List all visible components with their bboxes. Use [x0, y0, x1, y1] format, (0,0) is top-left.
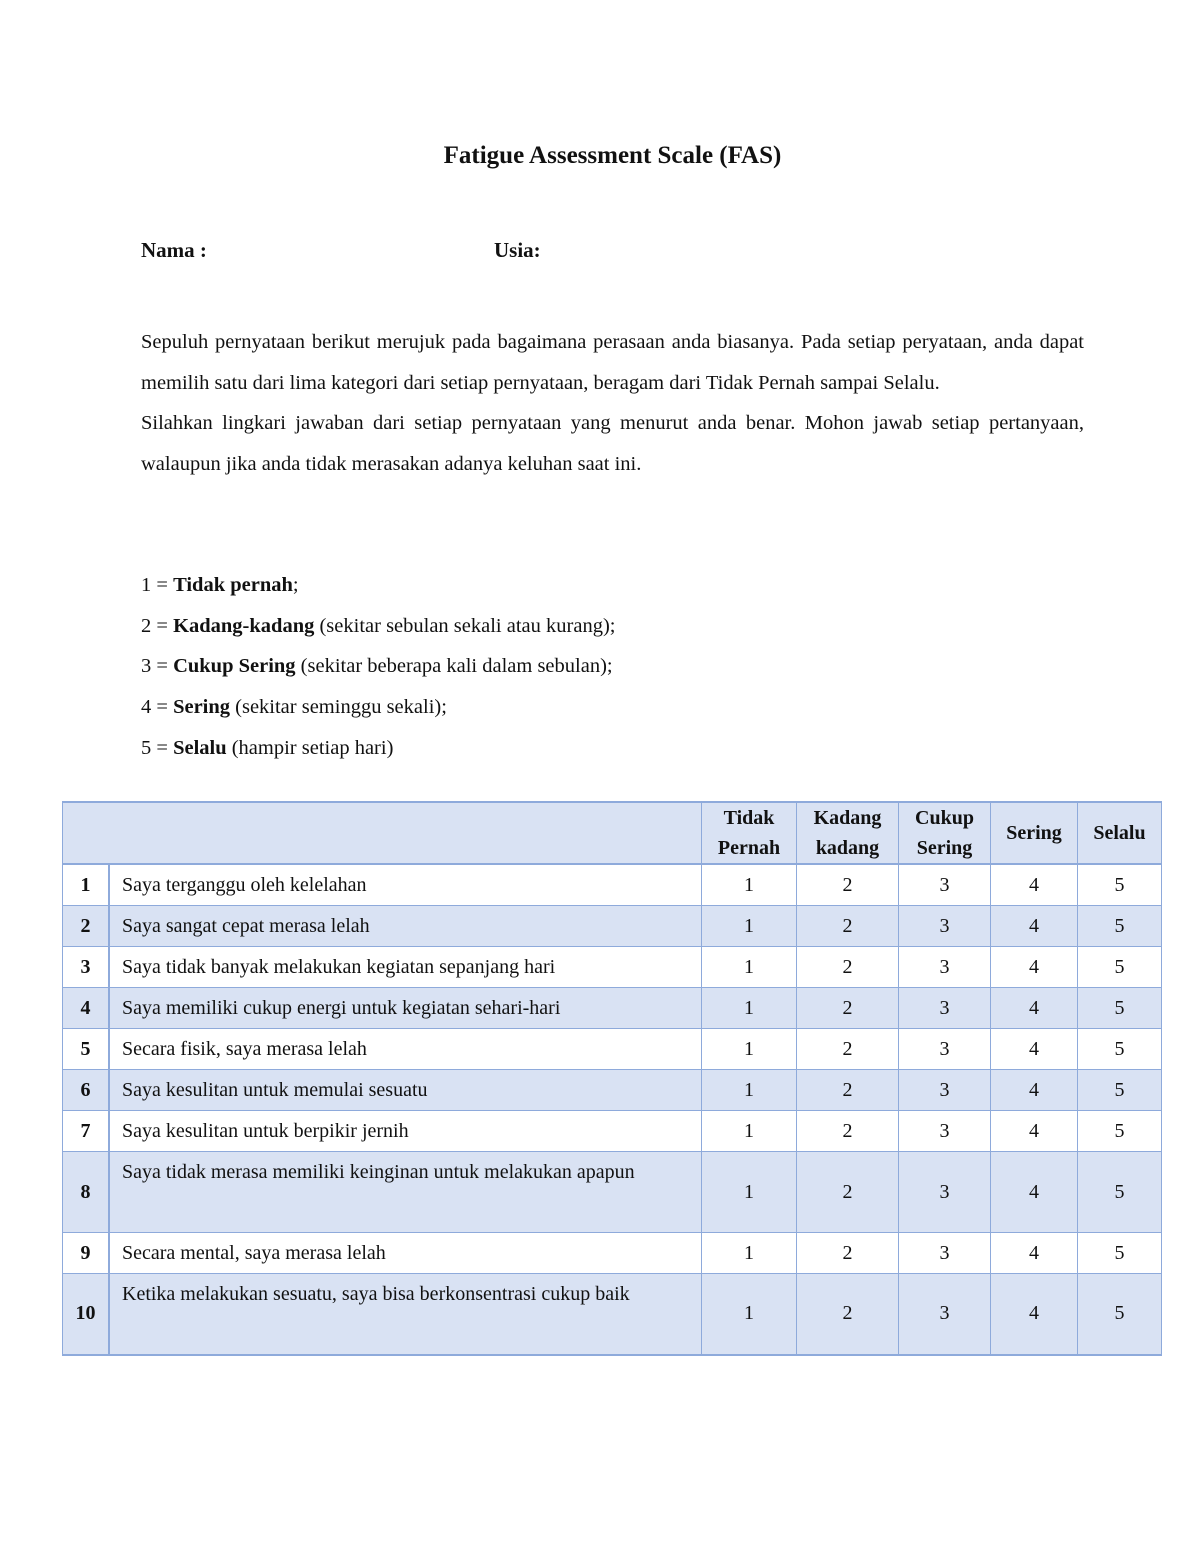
scale-term: Selalu [173, 736, 227, 759]
response-option[interactable]: 5 [1078, 1111, 1162, 1152]
fas-questionnaire-table [62, 801, 1162, 1356]
scale-description: ; [292, 574, 299, 596]
column-header-label: Kadang kadang [813, 807, 882, 859]
response-option[interactable]: 3 [899, 1029, 991, 1070]
response-option[interactable]: 3 [899, 988, 991, 1029]
item-number: 7 [63, 1111, 110, 1152]
response-option[interactable]: 3 [899, 1233, 991, 1274]
column-header [702, 802, 797, 864]
item-number: 5 [63, 1029, 110, 1070]
table-row [63, 947, 1162, 988]
column-header [899, 802, 991, 864]
response-option[interactable]: 4 [991, 906, 1078, 947]
instructions-paragraph-1: Sepuluh pernyataan berikut merujuk pada bagaimana perasaan anda biasanya. Pada setiap peryataan, anda dapat memilih satu dari lima kategori dari setiap pernyataan, beragam dari Tidak Pernah sampai Selalu. [141, 331, 1084, 394]
item-statement: Saya kesulitan untuk berpikir jernih [109, 1111, 702, 1152]
column-header [797, 802, 899, 864]
scale-term: Tidak pernah [173, 574, 293, 596]
table-row [63, 1070, 1162, 1111]
response-option[interactable]: 5 [1078, 1274, 1162, 1355]
response-option[interactable]: 2 [797, 906, 899, 947]
scale-value: 5 = [141, 736, 174, 759]
column-header-label: Cukup Sering [915, 807, 974, 859]
response-option[interactable]: 3 [899, 864, 991, 906]
scale-term: Kadang-kadang [173, 614, 315, 637]
response-option[interactable]: 3 [899, 1111, 991, 1152]
response-option[interactable]: 2 [797, 1111, 899, 1152]
response-option[interactable]: 3 [899, 1070, 991, 1111]
column-header: Selalu [1078, 802, 1162, 864]
item-statement: Saya memiliki cukup energi untuk kegiatan sehari-hari [109, 988, 702, 1029]
response-option[interactable]: 2 [797, 864, 899, 906]
item-number: 4 [63, 988, 110, 1029]
scale-value: 1 = [141, 574, 174, 596]
response-option[interactable]: 1 [702, 864, 797, 906]
scale-item [141, 646, 615, 687]
scale-item [141, 606, 615, 647]
table-row [63, 1152, 1162, 1233]
response-option[interactable]: 4 [991, 1029, 1078, 1070]
response-option[interactable]: 1 [702, 1070, 797, 1111]
scale-description: (sekitar sebulan sekali atau kurang); [314, 614, 616, 637]
item-number: 3 [63, 947, 110, 988]
response-option[interactable]: 1 [702, 947, 797, 988]
response-option[interactable]: 2 [797, 947, 899, 988]
item-statement: Secara mental, saya merasa lelah [109, 1233, 702, 1274]
response-option[interactable]: 2 [797, 1152, 899, 1233]
item-number: 2 [63, 906, 110, 947]
response-option[interactable]: 5 [1078, 1233, 1162, 1274]
response-option[interactable]: 5 [1078, 988, 1162, 1029]
table-row [63, 1233, 1162, 1274]
item-number: 1 [63, 864, 110, 906]
rating-scale-legend [141, 565, 615, 769]
item-statement: Saya tidak banyak melakukan kegiatan sepanjang hari [109, 947, 702, 988]
item-statement: Secara fisik, saya merasa lelah [109, 1029, 702, 1070]
response-option[interactable]: 1 [702, 906, 797, 947]
response-option[interactable]: 5 [1078, 1070, 1162, 1111]
table-row [63, 1029, 1162, 1070]
response-option[interactable]: 2 [797, 1233, 899, 1274]
table-row [63, 906, 1162, 947]
item-statement: Saya kesulitan untuk memulai sesuatu [109, 1070, 702, 1111]
response-option[interactable]: 2 [797, 1029, 899, 1070]
response-option[interactable]: 3 [899, 906, 991, 947]
response-option[interactable]: 5 [1078, 1029, 1162, 1070]
column-header-label: Tidak Pernah [717, 807, 781, 859]
scale-description: (sekitar beberapa kali dalam sebulan); [295, 655, 613, 678]
item-statement: Saya terganggu oleh kelelahan [109, 864, 702, 906]
response-option[interactable]: 1 [702, 1029, 797, 1070]
response-option[interactable]: 4 [991, 1070, 1078, 1111]
response-option[interactable]: 5 [1078, 906, 1162, 947]
response-option[interactable]: 3 [899, 1274, 991, 1355]
item-statement: Saya tidak merasa memiliki keinginan untuk melakukan apapun [109, 1152, 702, 1233]
table-header-row [63, 802, 1162, 864]
response-option[interactable]: 4 [991, 1233, 1078, 1274]
response-option[interactable]: 1 [702, 1233, 797, 1274]
response-option[interactable]: 4 [991, 988, 1078, 1029]
scale-value: 4 = [141, 696, 174, 719]
usia-field-label: Usia: [494, 238, 541, 262]
item-statement: Saya sangat cepat merasa lelah [109, 906, 702, 947]
response-option[interactable]: 4 [991, 1152, 1078, 1233]
response-option[interactable]: 4 [991, 1111, 1078, 1152]
response-option[interactable]: 5 [1078, 864, 1162, 906]
response-option[interactable]: 1 [702, 988, 797, 1029]
scale-item [141, 565, 615, 606]
scale-item [141, 687, 615, 728]
response-option[interactable]: 4 [991, 1274, 1078, 1355]
response-option[interactable]: 3 [899, 947, 991, 988]
header-blank [63, 802, 702, 864]
response-option[interactable]: 2 [797, 1070, 899, 1111]
response-option[interactable]: 4 [991, 864, 1078, 906]
scale-item [141, 728, 615, 769]
scale-term: Cukup Sering [173, 655, 296, 678]
response-option[interactable]: 4 [991, 947, 1078, 988]
table-row [63, 988, 1162, 1029]
response-option[interactable]: 2 [797, 1274, 899, 1355]
response-option[interactable]: 1 [702, 1111, 797, 1152]
table-row [63, 864, 1162, 906]
item-number: 8 [63, 1152, 110, 1233]
response-option[interactable]: 1 [702, 1274, 797, 1355]
item-number: 6 [63, 1070, 110, 1111]
table-row [63, 1274, 1162, 1355]
response-option[interactable]: 5 [1078, 1152, 1162, 1233]
column-header: Sering [991, 802, 1078, 864]
scale-description: (sekitar seminggu sekali); [230, 696, 447, 719]
item-number: 10 [63, 1274, 110, 1355]
scale-description: (hampir setiap hari) [226, 736, 394, 759]
nama-field-label: Nama : [141, 238, 207, 262]
response-option[interactable]: 3 [899, 1152, 991, 1233]
table-row [63, 1111, 1162, 1152]
scale-value: 3 = [141, 655, 174, 678]
response-option[interactable]: 2 [797, 988, 899, 1029]
response-option[interactable]: 5 [1078, 947, 1162, 988]
document-title: Fatigue Assessment Scale (FAS) [443, 142, 782, 169]
scale-value: 2 = [141, 614, 174, 637]
table-body [63, 864, 1162, 1355]
instructions-paragraph-2: Silahkan lingkari jawaban dari setiap pernyataan yang menurut anda benar. Mohon jawab setiap pertanyaan, walaupun jika anda tidak merasakan adanya keluhan saat ini. [141, 412, 1084, 475]
response-option[interactable]: 1 [702, 1152, 797, 1233]
instructions [141, 322, 1084, 484]
scale-term: Sering [173, 696, 231, 719]
item-statement: Ketika melakukan sesuatu, saya bisa berkonsentrasi cukup baik [109, 1274, 702, 1355]
item-number: 9 [63, 1233, 110, 1274]
